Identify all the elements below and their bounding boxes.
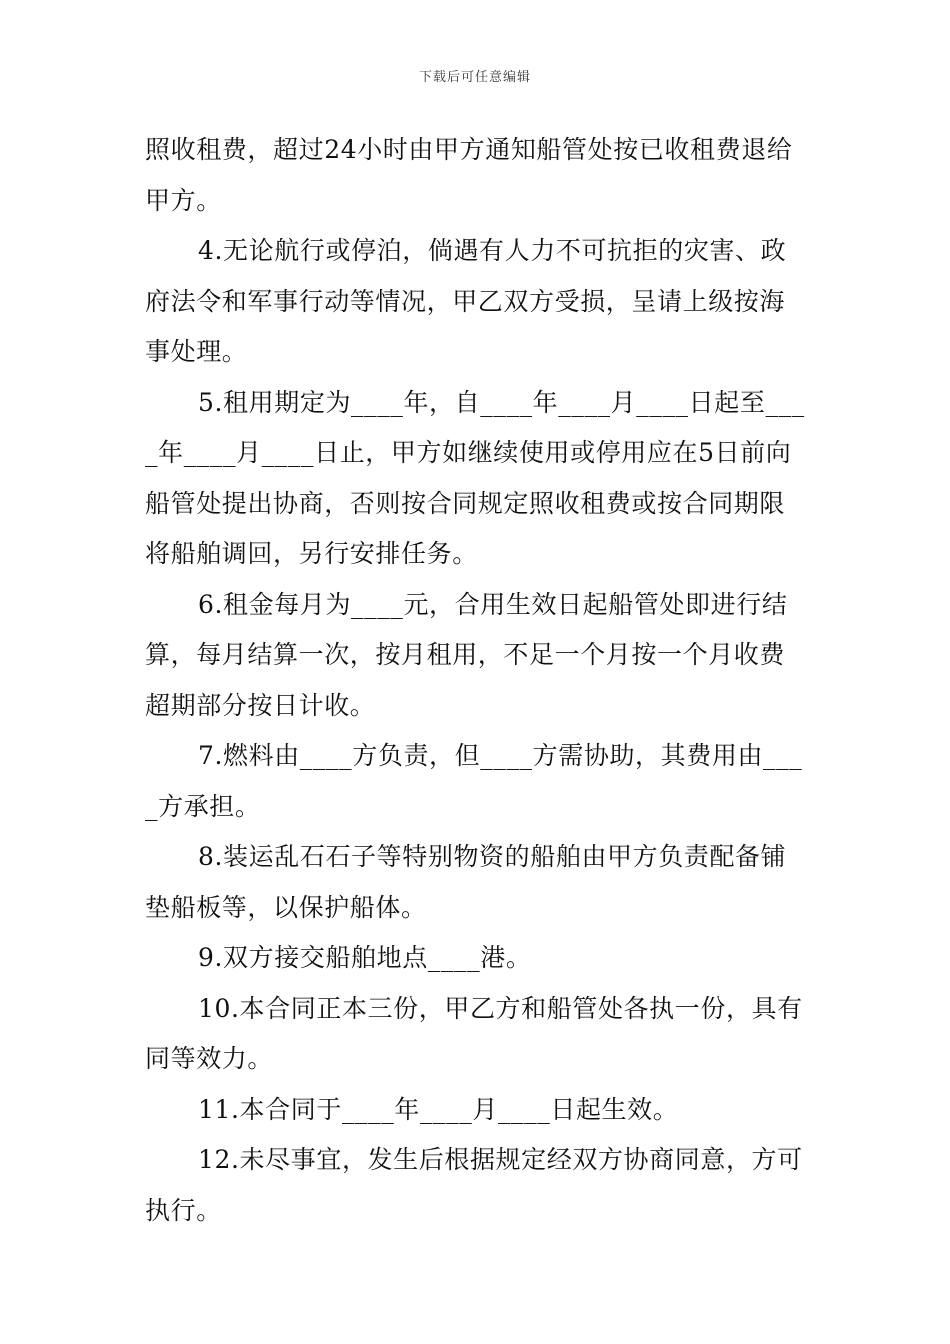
- text-line: 4.无论航行或停泊，倘遇有人力不可抗拒的灾害、政: [198, 236, 787, 265]
- text-line: 府法令和军事行动等情况，甲乙双方受损，呈请上级按海: [145, 286, 786, 316]
- text-line: 执行。: [145, 1195, 222, 1225]
- page-header: 下载后可任意编辑: [418, 70, 531, 85]
- text-line: _方承担。: [145, 791, 261, 821]
- text-line: 算，每月结算一次，按月租用，不足一个月按一个月收费: [145, 640, 786, 669]
- text-line: 超期部分按日计收。: [145, 690, 376, 720]
- text-line: 照收租费，超过24小时由甲方通知船管处按已收租费退给: [145, 135, 793, 164]
- text-line: 12.未尽事宜，发生后根据规定经双方协商同意，方可: [198, 1145, 803, 1174]
- text-line: 垫船板等，以保护船体。: [145, 892, 427, 922]
- text-line: 5.租用期定为____年，自____年____月____日起至___: [198, 387, 805, 417]
- text-line: 11.本合同于____年____月____日起生效。: [198, 1094, 679, 1124]
- text-line: 甲方。: [145, 185, 222, 215]
- document-body: [145, 128, 807, 1239]
- text-line: 7.燃料由____方负责，但____方需协助，其费用由___: [198, 741, 803, 770]
- text-line: 9.双方接交船舶地点____港。: [198, 943, 532, 972]
- text-line: 事处理。: [145, 337, 248, 366]
- text-line: 同等效力。: [145, 1044, 274, 1073]
- text-line: 8.装运乱石石子等特别物资的船舶由甲方负责配备铺: [198, 842, 787, 871]
- text-line: 6.租金每月为____元，合用生效日起船管处即进行结: [198, 589, 788, 619]
- text-line: _年____月____日止，甲方如继续使用或停用应在5日前向: [145, 438, 792, 467]
- text-line: 船管处提出协商，否则按合同规定照收租费或按合同期限: [145, 488, 786, 518]
- text-line: 将船舶调回，另行安排任务。: [145, 539, 478, 568]
- text-line: 10.本合同正本三份，甲乙方和船管处各执一份，具有: [198, 993, 803, 1023]
